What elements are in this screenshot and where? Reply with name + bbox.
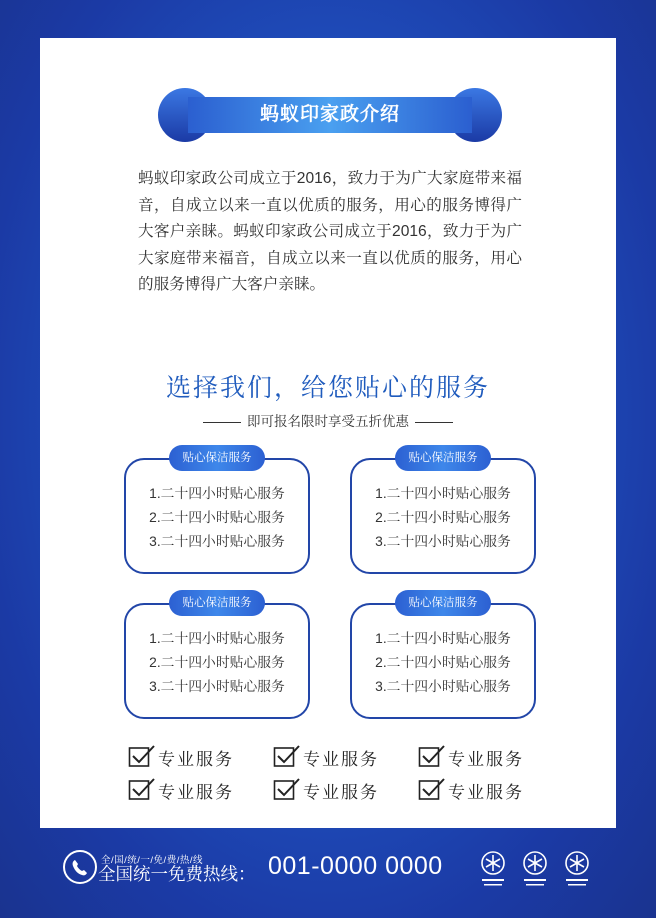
service-box	[124, 452, 310, 574]
service-tag: 贴心保洁服务	[169, 590, 265, 616]
service-tag: 贴心保洁服务	[169, 445, 265, 471]
phone-icon	[63, 850, 97, 884]
checkbox-icon	[128, 743, 156, 769]
service-item: 2.二十四小时贴心服务	[375, 510, 511, 525]
snowflake-badge-icon	[522, 850, 548, 890]
hotline-number[interactable]: 001-0000 0000	[268, 852, 443, 880]
check-label: 专业服务	[448, 783, 524, 802]
service-item: 3.二十四小时贴心服务	[375, 679, 511, 694]
check-label: 专业服务	[303, 750, 379, 769]
service-box	[350, 452, 536, 574]
service-item: 3.二十四小时贴心服务	[149, 534, 285, 549]
promo-subline-text: 即可报名限时享受五折优惠	[247, 414, 409, 429]
service-item: 3.二十四小时贴心服务	[149, 679, 285, 694]
hotline-label: 全国统一免费热线：	[98, 864, 256, 884]
snowflake-badge-icon	[564, 850, 590, 890]
title-banner	[158, 88, 502, 142]
intro-paragraph: 蚂蚁印家政公司成立于2016，致力于为广大家庭带来福音，自成立以来一直以优质的服务，用心的服务博得广大客户亲睐。蚂蚁印家政公司成立于2016，致力于为广大家庭带来福音，自成立以来一直以优质的服务，用心的服务博得广大客户亲睐。	[138, 170, 522, 293]
promo-subline	[40, 410, 616, 430]
check-row	[128, 743, 548, 769]
checkbox-icon	[273, 743, 301, 769]
service-item: 2.二十四小时贴心服务	[375, 655, 511, 670]
check-item	[273, 743, 403, 769]
service-item: 3.二十四小时贴心服务	[375, 534, 511, 549]
service-item: 1.二十四小时贴心服务	[149, 486, 285, 501]
service-tag: 贴心保洁服务	[395, 445, 491, 471]
check-item	[128, 776, 258, 802]
checkbox-icon	[418, 776, 446, 802]
check-row	[128, 776, 548, 802]
service-item: 1.二十四小时贴心服务	[149, 631, 285, 646]
service-item: 2.二十四小时贴心服务	[149, 655, 285, 670]
check-label: 专业服务	[448, 750, 524, 769]
service-item: 2.二十四小时贴心服务	[149, 510, 285, 525]
check-label: 专业服务	[303, 783, 379, 802]
service-item: 1.二十四小时贴心服务	[375, 486, 511, 501]
right-dash	[415, 422, 453, 423]
hotline-small-caption: 全/国/统/一/免/费/热/线	[101, 855, 203, 866]
content-card	[40, 38, 616, 828]
check-label: 专业服务	[158, 783, 234, 802]
check-item	[128, 743, 258, 769]
snowflake-badge-icon	[480, 850, 506, 890]
check-item	[273, 776, 403, 802]
checkbox-icon	[273, 776, 301, 802]
check-label: 专业服务	[158, 750, 234, 769]
checkbox-icon	[128, 776, 156, 802]
checkbox-icon	[418, 743, 446, 769]
service-item: 1.二十四小时贴心服务	[375, 631, 511, 646]
check-item	[418, 776, 548, 802]
banner-title: 蚂蚁印家政介绍	[188, 97, 472, 133]
service-box	[350, 597, 536, 719]
check-item	[418, 743, 548, 769]
service-tag: 贴心保洁服务	[395, 590, 491, 616]
left-dash	[203, 422, 241, 423]
promo-headline: 选择我们，给您贴心的服务	[165, 374, 490, 402]
service-box	[124, 597, 310, 719]
